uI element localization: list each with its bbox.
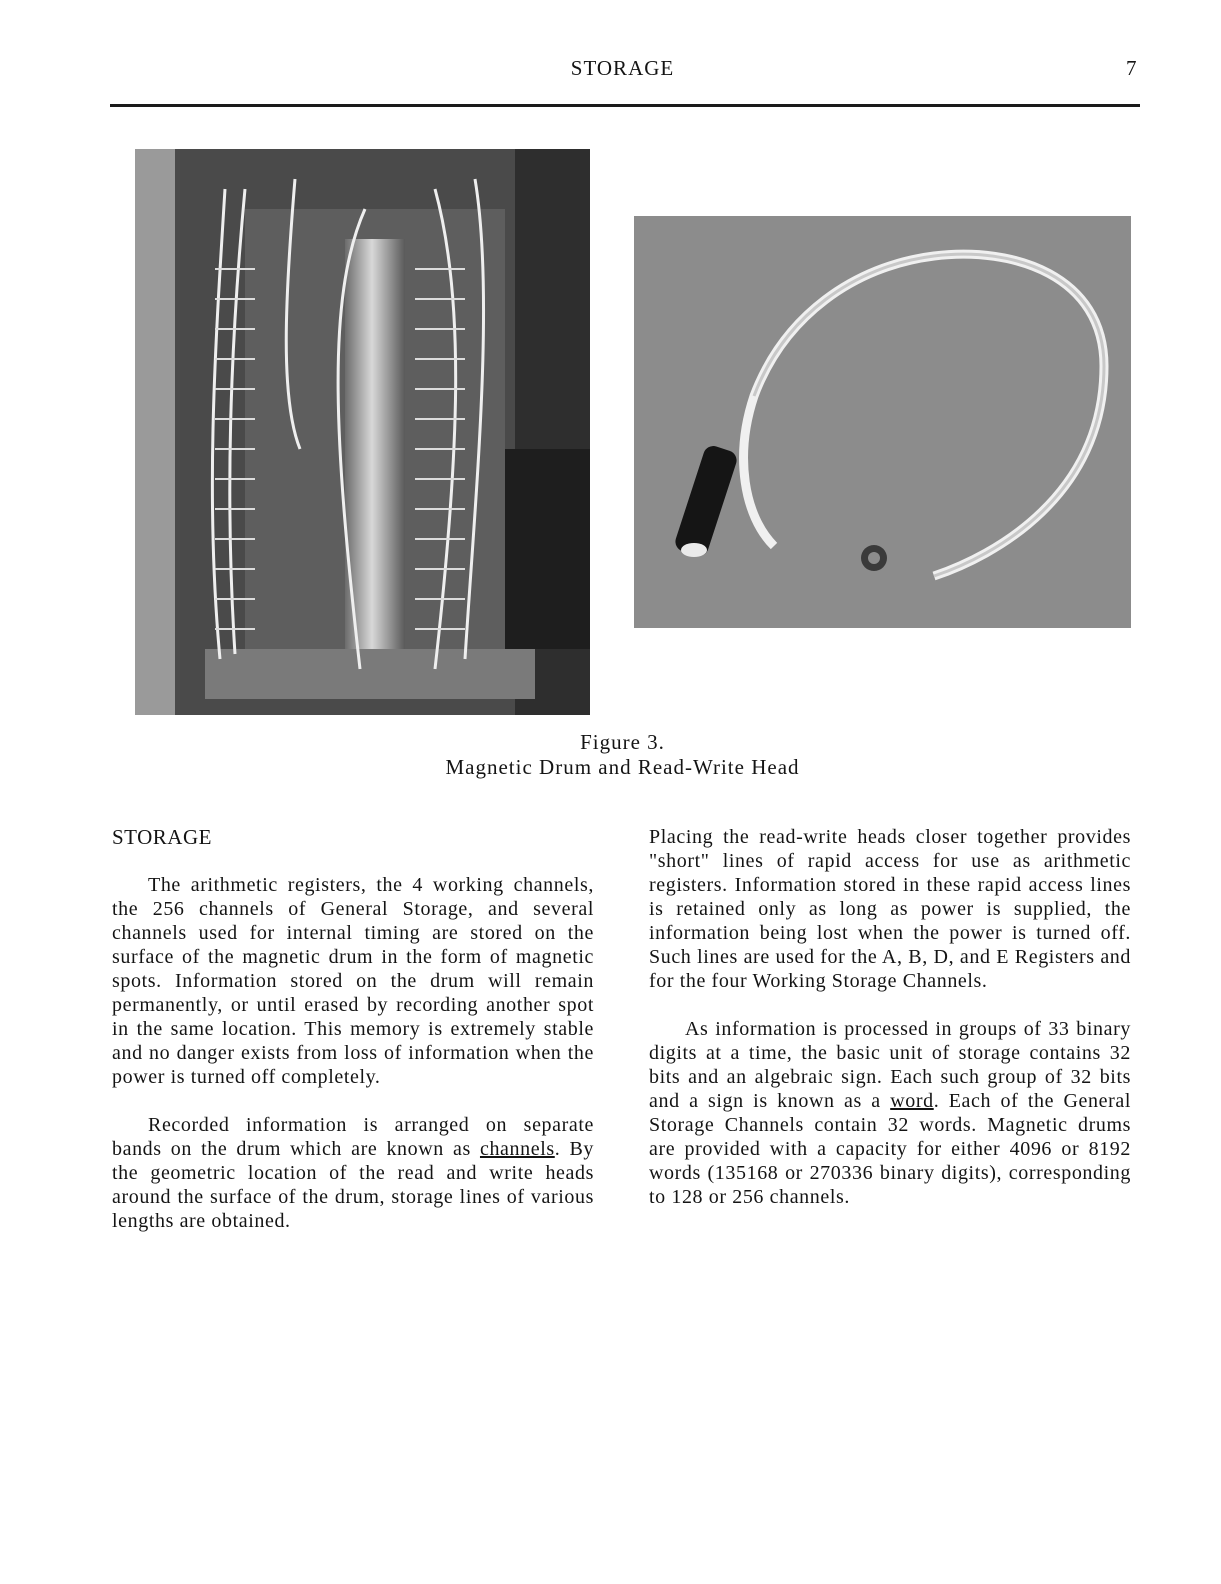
page-number: 7 xyxy=(1126,56,1137,80)
right-column xyxy=(649,825,1131,1233)
read-write-head-photo xyxy=(634,216,1131,628)
page-header-title: STORAGE xyxy=(570,56,675,80)
paragraph xyxy=(649,1017,1131,1209)
paragraph: Placing the read-write heads closer together provides "short" lines of rapid access for use as arithmetic registers. Information stored in these rapid access lines is retained only as long as power is supplied, the information being lost when the power is turned off. Such lines are used for the A, B, D, and E Registers and for the four Working Storage Channels. xyxy=(649,826,1131,992)
paragraph: The arithmetic registers, the 4 working channels, the 256 channels of General Storage, and several channels used for internal timing are stored on the surface of the magnetic drum in the form of magnetic spots. Information stored on the drum will remain permanently, or until erased by recording another spot in the same location. This memory is extremely stable and no danger exists from loss of information when the power is turned off completely. xyxy=(112,874,594,1088)
term-channels: channels xyxy=(479,1138,555,1160)
figure-title: Magnetic Drum and Read-Write Head xyxy=(445,755,800,779)
paragraph-text: . By the geometric location of the read and write heads around the surface of the drum, storage lines of various lengths are obtained. xyxy=(112,1138,594,1232)
paragraph-text: Recorded information is arranged on separate bands on the drum which are known as xyxy=(112,1114,594,1160)
section-heading: STORAGE xyxy=(112,825,212,849)
paragraph-text: As information is processed in groups of 33 binary digits at a time, the basic unit of storage contains 32 bits and an algebraic sign. Each such group of 32 bits and a sign is known as a xyxy=(649,1018,1131,1112)
header-rule xyxy=(110,104,1140,107)
left-column xyxy=(112,825,594,1257)
magnetic-drum-photo xyxy=(135,149,590,715)
figure-caption xyxy=(0,730,1221,780)
paragraph xyxy=(112,1113,594,1233)
paragraph-text: . Each of the General Storage Channels contain 32 words. Magnetic drums are provided with a capacity for either 4096 or 8192 words (135168 or 270336 binary digits), corresponding to 128 or 256 channels. xyxy=(649,1090,1131,1208)
term-word: word xyxy=(890,1090,934,1112)
figure-label: Figure 3. xyxy=(580,730,665,754)
